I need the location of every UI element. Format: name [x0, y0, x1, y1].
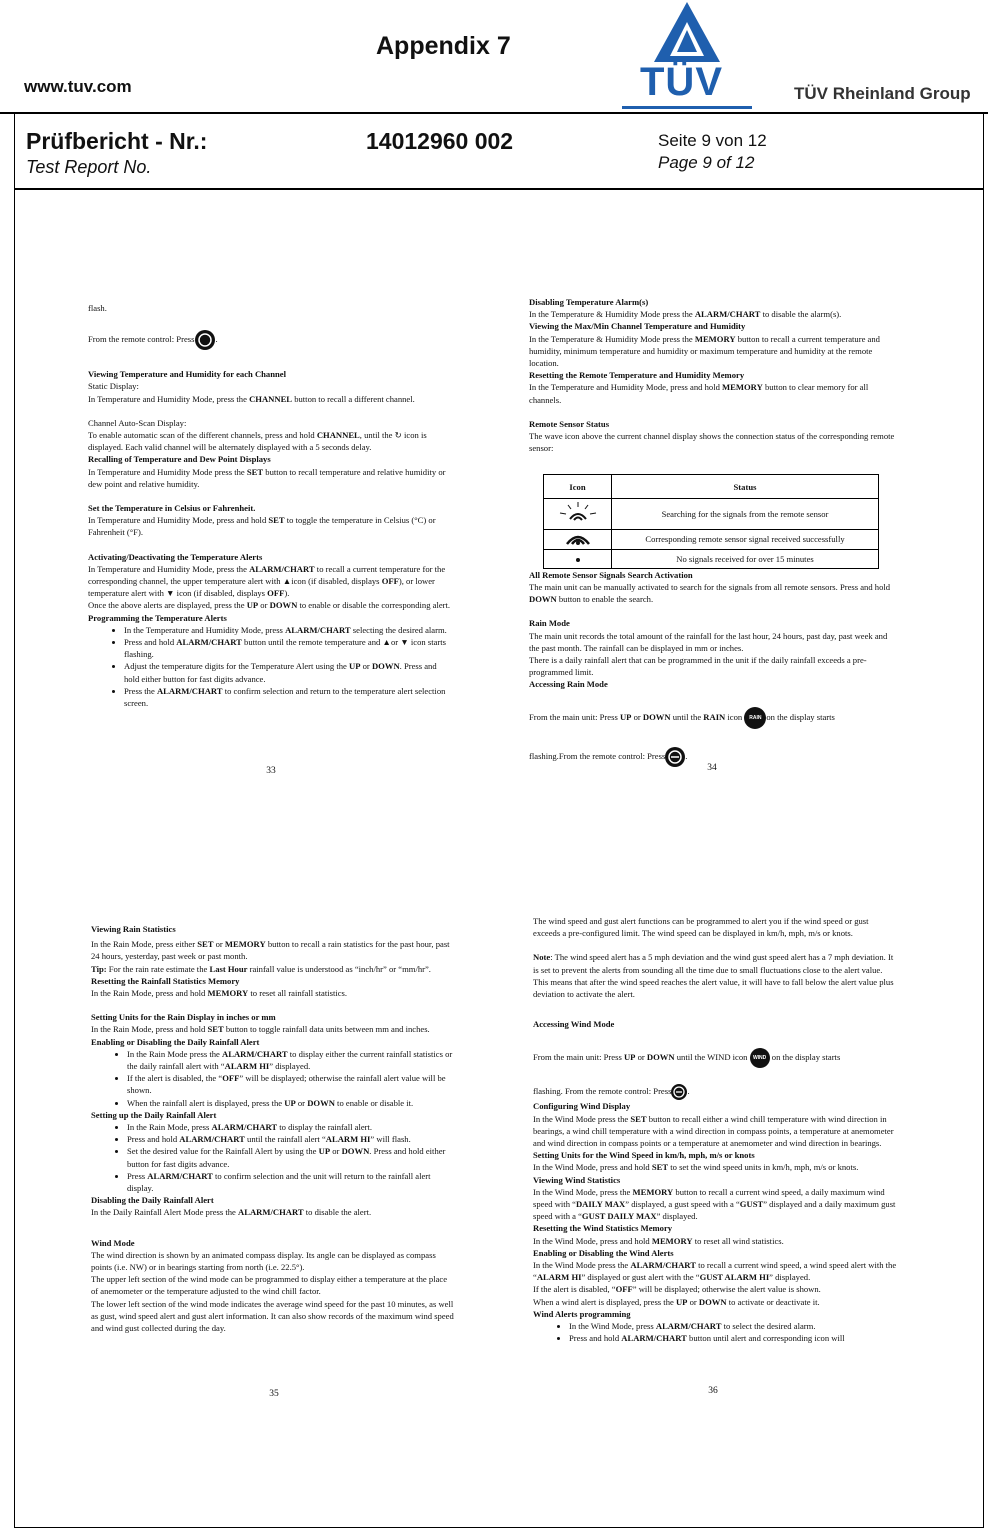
- paragraph: From the main unit: Press UP or DOWN until the WIND icon WIND on the display starts: [533, 1048, 897, 1068]
- remote-minus-button-icon: [671, 1084, 687, 1100]
- paragraph: In the Wind Mode, press and hold MEMORY to reset all wind statistics.: [533, 1235, 784, 1246]
- text-line: From the remote control: Press .: [88, 330, 454, 350]
- section-heading: Viewing Wind Statistics: [533, 1174, 621, 1185]
- paragraph: When a wind alert is displayed, press the UP or DOWN to activate or deactivate it.: [533, 1296, 820, 1307]
- manual-page-36: [533, 915, 897, 1344]
- list-item: • In the Wind Mode, press ALARM/CHART to select the desired alarm.: [569, 1320, 897, 1332]
- wind-icon: WIND: [750, 1048, 770, 1068]
- text-line: flash.: [88, 303, 107, 313]
- page-number: 33: [266, 766, 276, 776]
- paragraph: The wind speed and gust alert functions can be programmed to alert you if the wind speed or gust exceeds a pre-configured limit. The wind speed can be displayed in km/h, mph, m/s or knots.: [533, 916, 869, 939]
- table-cell: [544, 529, 612, 549]
- list-item: • If the alert is disabled, the “OFF” will be displayed; otherwise the rainfall alert value will be shown.: [127, 1072, 455, 1096]
- paragraph: In the Temperature & Humidity Mode press the ALARM/CHART to disable the alarm(s).: [529, 309, 842, 320]
- paragraph: From the main unit: Press UP or DOWN until the RAIN icon RAIN on the display starts: [529, 707, 897, 729]
- section-heading: Activating/Deactivating the Temperature Alerts: [88, 551, 263, 562]
- remote-minus-button-icon: [665, 747, 685, 767]
- list-item: • Press and hold ALARM/CHART button until alert and corresponding icon will: [569, 1332, 897, 1344]
- bullet-list: [91, 1048, 455, 1109]
- paragraph: Once the above alerts are displayed, press the UP or DOWN to enable or disable the corresponding alert.: [88, 600, 451, 611]
- section-heading: Accessing Rain Mode: [529, 679, 608, 690]
- list-item: • Press and hold ALARM/CHART button until the remote temperature and ▲or ▼ icon starts flashing.: [124, 636, 454, 660]
- paragraph: In the Temperature and Humidity Mode, press and hold MEMORY button to clear memory for all channels.: [529, 382, 869, 405]
- paragraph: In Temperature and Humidity Mode, press the CHANNEL button to recall a different channel.: [88, 393, 415, 404]
- page-number: 36: [708, 1386, 718, 1396]
- paragraph: In the Rain Mode, press either SET or MEMORY button to recall a rain statistics for the past hour, past 24 hours, yesterday, past week or past month.: [91, 939, 450, 962]
- section-heading: Configuring Wind Display: [533, 1101, 631, 1112]
- paragraph: flashing. From the remote control: Press .: [533, 1084, 897, 1100]
- list-item: • In the Rain Mode, press ALARM/CHART to display the rainfall alert.: [127, 1121, 455, 1133]
- list-item: • Set the desired value for the Rainfall Alert by using the UP or DOWN. Press and hold either button for fast digits advance.: [127, 1145, 455, 1169]
- table-cell: [544, 499, 612, 529]
- section-heading: Viewing Temperature and Humidity for each Channel: [88, 369, 286, 380]
- section-heading: Resetting the Rainfall Statistics Memory: [91, 975, 240, 986]
- list-item: • When the rainfall alert is displayed, press the UP or DOWN to enable or disable it.: [127, 1097, 455, 1109]
- bullet-list: [91, 1121, 455, 1194]
- tuv-logo: [622, 0, 752, 110]
- paragraph: In the Wind Mode, press the MEMORY button to recall a current wind speed, a daily maximum wind speed with “DAILY MAX” displayed, a gust speed with a “GUST” displayed and a daily maximum gust speed with a “GUST DAILY MAX” displayed.: [533, 1186, 896, 1222]
- section-heading: Enabling or Disabling the Wind Alerts: [533, 1247, 674, 1258]
- bullet-list: [533, 1320, 897, 1344]
- paragraph: The main unit records the total amount of the rainfall for the last hour, 24 hours, past day, past week and the past month. The rainfall can be displayed in mm or inches.: [529, 630, 888, 653]
- paragraph: In the Rain Mode, press and hold MEMORY to reset all rainfall statistics.: [91, 988, 348, 999]
- paragraph: In the Wind Mode, press and hold SET to set the wind speed units in km/h, mph, m/s or knots.: [533, 1162, 859, 1173]
- paragraph: To enable automatic scan of the different channels, press and hold CHANNEL, until the ↻ icon is displayed. Each valid channel will be alternately displayed with a 5 seconds delay.: [88, 430, 427, 453]
- remote-button-icon: [195, 330, 215, 350]
- list-item: • Press the ALARM/CHART to confirm selection and return to the temperature alert selection screen.: [124, 685, 454, 709]
- table-cell: Corresponding remote sensor signal received successfully: [612, 529, 879, 549]
- table-cell: Searching for the signals from the remote sensor: [612, 499, 879, 529]
- section-heading: Setting Units for the Rain Display in inches or mm: [91, 1012, 276, 1023]
- sensor-status-table: [543, 474, 879, 568]
- website-url[interactable]: www.tuv.com: [24, 77, 132, 96]
- text-line: Channel Auto-Scan Display:: [88, 417, 187, 428]
- section-heading: Setting Units for the Wind Speed in km/h, mph, m/s or knots: [533, 1150, 755, 1161]
- page-indicator-en: Page 9 of 12: [658, 153, 755, 172]
- section-heading: Resetting the Remote Temperature and Humidity Memory: [529, 370, 745, 381]
- signal-received-icon: [563, 530, 593, 546]
- paragraph: In the Wind Mode press the ALARM/CHART to recall a current wind speed, a wind speed alert with the “ALARM HI” displayed or gust alert with the “GUST ALARM HI” displayed.: [533, 1260, 897, 1283]
- section-heading: Accessing Wind Mode: [533, 1019, 615, 1030]
- logo-underline: [622, 106, 752, 109]
- manual-page-34: [529, 296, 897, 767]
- group-name: TÜV Rheinland Group: [794, 84, 971, 103]
- tuv-logo-text: TÜV: [640, 60, 723, 104]
- section-heading: Set the Temperature in Celsius or Fahrenheit.: [88, 503, 256, 514]
- section-heading: Wind Mode: [91, 1237, 135, 1248]
- report-label-de: Prüfbericht - Nr.:: [26, 128, 208, 154]
- table-header: Status: [612, 475, 879, 499]
- no-signal-dot-icon: [573, 550, 583, 564]
- list-item: • Press ALARM/CHART to confirm selection and the unit will return to the rainfall alert display.: [127, 1170, 455, 1194]
- paragraph: Note: The wind speed alert has a 5 mph deviation and the wind gust speed alert has a 7 mph deviation. It is set to prevent the alerts from sounding all the time due to small fluctuations close to the alert value. This means that after the wind speed reaches the alert value, it will have to fall below the alert value plus deviation to activate the alert.: [533, 952, 894, 1000]
- section-heading: Viewing Rain Statistics: [91, 924, 176, 934]
- searching-wave-icon: [556, 499, 600, 525]
- section-heading: Recalling of Temperature and Dew Point Displays: [88, 454, 271, 465]
- paragraph: In Temperature and Humidity Mode, press the ALARM/CHART to recall a current temperature for the corresponding channel, the upper temperature alert with ▲icon (if disabled, displays OFF), or lower temperature alert with ▼ icon (if disabled, displays OFF).: [88, 563, 446, 599]
- section-heading: All Remote Sensor Signals Search Activation: [529, 569, 693, 580]
- header-bottom-rule: [14, 188, 984, 190]
- paragraph: In Temperature and Humidity Mode, press and hold SET to toggle the temperature in Celsius (°C) or Fahrenheit (°F).: [88, 515, 436, 538]
- list-item: • In the Temperature and Humidity Mode, press ALARM/CHART selecting the desired alarm.: [124, 624, 454, 636]
- section-heading: Wind Alerts programming: [533, 1308, 631, 1319]
- rain-icon: RAIN: [744, 707, 766, 729]
- section-heading: Resetting the Wind Statistics Memory: [533, 1223, 673, 1234]
- paragraph: In the Rain Mode, press and hold SET button to toggle rainfall data units between mm and inches.: [91, 1024, 430, 1035]
- list-item: • Adjust the temperature digits for the Temperature Alert using the UP or DOWN. Press and hold either button for fast digits advance.: [124, 660, 454, 684]
- paragraph: In the Temperature & Humidity Mode press the MEMORY button to recall a current temperature and humidity, minimum temperature and humidity or maximum temperature and humidity at the remote location.: [529, 333, 880, 369]
- section-heading: Disabling Temperature Alarm(s): [529, 297, 649, 307]
- list-item: • Press and hold ALARM/CHART until the rainfall alert “ALARM HI” will flash.: [127, 1133, 455, 1145]
- table-cell: No signals received for over 15 minutes: [612, 549, 879, 568]
- report-label-en: Test Report No.: [26, 157, 152, 177]
- list-item: • In the Rain Mode press the ALARM/CHART to display either the current rainfall statistics or the daily rainfall alert with “ALARM HI” displayed.: [127, 1048, 455, 1072]
- paragraph: Tip: For the rain rate estimate the Last Hour rainfall value is understood as “inch/hr” or “mm/hr”.: [91, 963, 431, 974]
- paragraph: In the Wind Mode press the SET button to recall either a wind chill temperature with wind direction in bearings, a wind chill temperature with a wind direction in compass points, a temperature at anemometer and wind direction in compass points or a temperature at anemometer and wind direction in bearings.: [533, 1113, 894, 1149]
- paragraph: The lower left section of the wind mode indicates the average wind speed for the past 10 minutes, as well as gust, wind speed alert and gust alert information. It can also show records of the maximum wind speed and wind gust collected during the day.: [91, 1298, 454, 1334]
- page-number: 34: [707, 763, 717, 773]
- section-heading: Setting up the Daily Rainfall Alert: [91, 1109, 217, 1120]
- paragraph: The wind direction is shown by an animated compass display. Its angle can be displayed as compass points (i.e. NW) or in bearings starting from north (i.e. 22.5°).: [91, 1249, 436, 1273]
- paragraph: The wave icon above the current channel display shows the connection status of the corresponding remote sensor:: [529, 431, 895, 454]
- page-number: 35: [269, 1389, 279, 1399]
- section-heading: Viewing the Max/Min Channel Temperature and Humidity: [529, 321, 746, 332]
- text-line: Static Display:: [88, 381, 139, 392]
- paragraph: The upper left section of the wind mode can be programmed to display either a temperature at the place of anemometer or the temperature adjusted to the wind chill factor.: [91, 1274, 448, 1297]
- page-indicator-de: Seite 9 von 12: [658, 131, 767, 150]
- section-heading: Enabling or Disabling the Daily Rainfall Alert: [91, 1036, 260, 1047]
- section-heading: Disabling the Daily Rainfall Alert: [91, 1195, 214, 1206]
- bullet-list: [88, 624, 454, 709]
- paragraph: There is a daily rainfall alert that can be programmed in the unit if the daily rainfall exceeds a pre-programmed limit.: [529, 655, 867, 678]
- appendix-title: Appendix 7: [376, 32, 511, 60]
- section-heading: Programming the Temperature Alerts: [88, 612, 227, 623]
- section-heading: Remote Sensor Status: [529, 418, 610, 429]
- manual-page-35: [91, 923, 455, 1334]
- table-header: Icon: [544, 475, 612, 499]
- table-cell: [544, 549, 612, 568]
- paragraph: In Temperature and Humidity Mode press the SET button to recall temperature and relative humidity or dew point and relative humidity.: [88, 466, 446, 489]
- report-number: 14012960 002: [366, 128, 514, 154]
- manual-page-33: [88, 302, 454, 709]
- section-heading: Rain Mode: [529, 618, 570, 629]
- paragraph: flashing.From the remote control: Press .: [529, 747, 897, 767]
- paragraph: If the alert is disabled, “OFF” will be displayed; otherwise the alert value is shown.: [533, 1284, 821, 1295]
- paragraph: In the Daily Rainfall Alert Mode press the ALARM/CHART to disable the alert.: [91, 1207, 372, 1218]
- paragraph: The main unit can be manually activated to search for the signals from all remote sensors. Press and hold DOWN button to enable the search.: [529, 582, 891, 605]
